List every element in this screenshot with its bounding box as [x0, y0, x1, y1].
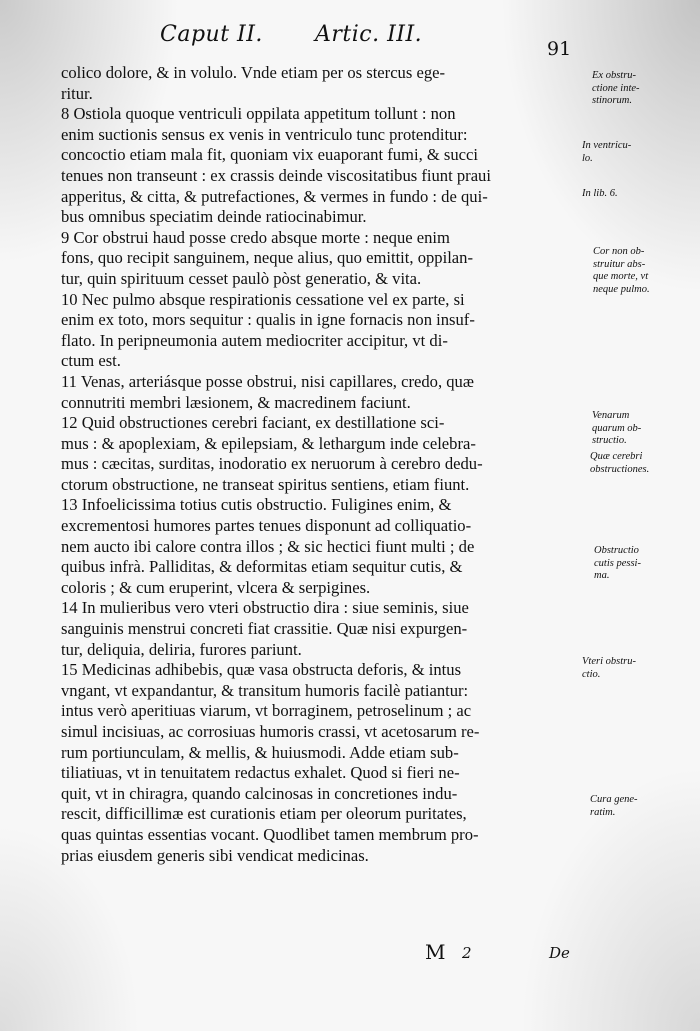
- marginal-note: Cura gene- ratim.: [590, 794, 638, 818]
- text-line: simul incisiuas, ac corrosiuas humoris crassi, vt acetosarum re-: [61, 722, 480, 741]
- text-line: flato. In peripneumonia autem mediocriter accipitur, vt di-: [61, 330, 448, 350]
- body-text: [61, 63, 578, 866]
- text-line: fons, quo recipit sanguinem, neque alius, quo emittit, oppilan-: [61, 248, 473, 268]
- text-line: 14 In mulieribus vero vteri obstructio dira : siue seminis, siue: [61, 598, 469, 618]
- signature-number: 2: [462, 944, 472, 962]
- text-line: ctum est.: [61, 351, 121, 371]
- text-line: tiliatiuas, vt in tenuitatem redactus exhalet. Quod si fieri ne-: [61, 763, 460, 783]
- text-line: enim suctionis sensus ex venis in ventriculo tunc protenditur:: [61, 124, 468, 144]
- text-line: bus omnibus speciatim deinde ratiocinabimur.: [61, 207, 367, 227]
- text-line: prias eiusdem generis sibi vendicat medicinas.: [61, 845, 369, 865]
- text-line: rescit, difficillimæ est curationis etiam per oleorum puritates,: [61, 804, 467, 824]
- page-number: 91: [547, 38, 572, 60]
- text-line: ritur.: [61, 83, 93, 103]
- text-line: 15 Medicinas adhibebis, quæ vasa obstructa deforis, & intus: [61, 660, 462, 680]
- text-line: vngant, vt expandantur, & transitum humoris facilè patiantur:: [61, 680, 469, 700]
- marginal-note: Quæ cerebri obstructiones.: [590, 451, 650, 475]
- text-line: sanguinis menstrui concreti fiat crassitie. Quæ nisi expurgen-: [61, 619, 468, 639]
- text-line: apperitus, & citta, & putrefactiones, & vermes in fundo : de qui-: [61, 186, 488, 206]
- text-line: tur, deliquia, deliria, furores pariunt.: [61, 639, 302, 659]
- marginal-note: Vteri obstru- ctio.: [582, 656, 636, 680]
- text-line: quit, vt in chiragra, quando calcinosas in concretiones indu-: [61, 783, 458, 803]
- text-line: enim ex toto, mors sequitur : qualis in igne fornacis non insuf-: [61, 310, 475, 330]
- text-line: mus : & apoplexiam, & epilepsiam, & lethargum inde celebra-: [61, 433, 476, 453]
- signature-mark: M: [425, 940, 446, 964]
- text-line: tur, quin spirituum cesset paulò pòst generatio, & vita.: [61, 268, 422, 288]
- text-line: rum portiunculam, & mellis, & huiusmodi. Adde etiam sub-: [61, 742, 459, 762]
- article-heading: Artic. III.: [315, 22, 423, 47]
- text-line: coloris ; & cum eruperint, vlcera & serpigines.: [61, 577, 371, 597]
- chapter-heading: Caput II.: [160, 22, 263, 47]
- marginal-note: Cor non ob- struitur abs- que morte, vt neque pulmo.: [593, 246, 650, 295]
- text-line: tenues non transeunt : ex crassis deinde viscositatibus fiunt praui: [61, 165, 491, 185]
- marginal-note: Ex obstru- ctione inte- stinorum.: [592, 70, 640, 106]
- text-line: mus : cæcitas, surditas, inodoratio ex neruorum à cerebro dedu-: [61, 454, 483, 474]
- marginal-note: Venarum quarum ob- structio.: [592, 410, 642, 446]
- text-line: 9 Cor obstrui haud posse credo absque morte : neque enim: [61, 227, 450, 247]
- catchword: De: [549, 944, 570, 962]
- marginal-note: In ventricu- lo.: [582, 140, 632, 164]
- text-line: ctorum obstructione, ne transeat spiritus sentiens, etiam fiunt.: [61, 474, 470, 494]
- text-line: 11 Venas, arteriásque posse obstrui, nisi capillares, credo, quæ: [61, 371, 474, 391]
- text-line: connutriti membri læsionem, & macredinem faciunt.: [61, 392, 411, 412]
- text-line: 10 Nec pulmo absque respirationis cessatione vel ex parte, si: [61, 289, 465, 309]
- text-line: 13 Infoelicissima totius cutis obstructio. Fuligines enim, &: [61, 495, 452, 515]
- marginal-note: Obstructio cutis pessi- ma.: [594, 545, 641, 581]
- text-line: excrementosi humores partes tenues disponunt ad colliquatio-: [61, 516, 472, 536]
- text-line: 8 Ostiola quoque ventriculi oppilata appetitum tollunt : non: [61, 104, 456, 124]
- marginal-note: In lib. 6.: [582, 188, 618, 199]
- text-line: quas quintas essentias vocant. Quodlibet tamen membrum pro-: [61, 824, 479, 844]
- text-line: 12 Quid obstructiones cerebri faciant, ex destillatione sci-: [61, 413, 445, 433]
- text-line: quibus infrà. Palliditas, & deformitas etiam sequitur cutis, &: [61, 557, 463, 577]
- text-line: intus verò aperitiuas viarum, vt borraginem, petroselinum ; ac: [61, 701, 472, 721]
- text-line: concoctio etiam mala fit, quoniam vix euaporant fumi, & succi: [61, 145, 479, 165]
- text-line: nem aucto ibi calore contra illos ; & sic hectici fiunt multi ; de: [61, 536, 475, 556]
- text-line: colico dolore, & in volulo. Vnde etiam per os stercus ege-: [61, 63, 446, 82]
